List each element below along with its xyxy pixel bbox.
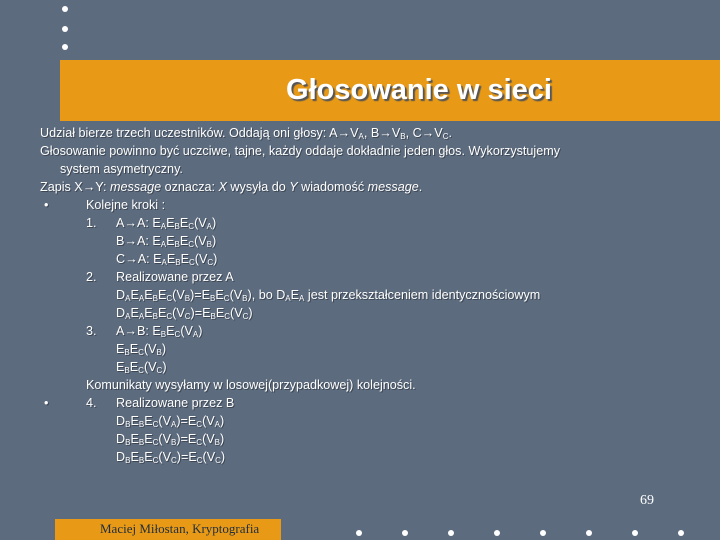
dot	[586, 530, 592, 536]
page-number: 69	[640, 493, 654, 508]
notation-italic: message	[110, 180, 162, 194]
random-order-note: Komunikaty wysyłamy w losowej(przypadkowej) kolejności.	[86, 378, 416, 392]
dot	[62, 44, 68, 50]
identity-note: jest przekształceniem identycznościowym	[304, 288, 541, 302]
footer-author: Maciej Miłostan, Kryptografia	[100, 521, 260, 536]
dot	[540, 530, 546, 536]
step-2-detail-2	[40, 304, 690, 322]
intro-line-2	[40, 142, 690, 160]
notation-italic: Y	[289, 180, 298, 194]
notation-italic: X	[218, 180, 227, 194]
dot	[402, 530, 408, 536]
dot	[62, 26, 68, 32]
step-4-formula-2: $D_BE_BE_C(V_B)=E_C(V_B)$	[116, 432, 225, 447]
step-1-message-c: C→A: $E_AE_BE_C(V_C)$	[116, 252, 218, 267]
step-number: 2.	[86, 270, 97, 284]
step-4-label: Realizowane przez B	[116, 396, 235, 410]
step-1-message-a: A→A: $E_AE_BE_C(V_A)$	[116, 216, 217, 231]
bullet-icon: •	[44, 198, 49, 212]
footer-bar	[55, 519, 281, 540]
random-order-line	[40, 376, 690, 394]
step-number: 4.	[86, 396, 97, 410]
notation-text: wysyła do	[226, 180, 290, 194]
step-number: 3.	[86, 324, 97, 338]
dot	[632, 530, 638, 536]
step-3-line	[40, 322, 690, 340]
dot	[494, 530, 500, 536]
intro-text-1: Udział bierze trzech uczestników. Oddają oni głosy: A→V	[40, 126, 359, 140]
step-1-line-c	[40, 250, 690, 268]
steps-heading-line	[40, 196, 690, 214]
dot	[678, 530, 684, 536]
step-3-message-b: $E_BE_C(V_B)$	[116, 342, 167, 357]
step-1-message-b: B→A: $E_AE_BE_C(V_B)$	[116, 234, 217, 249]
step-1-line-b	[40, 232, 690, 250]
intro-line-2b	[60, 160, 710, 178]
step-number: 1.	[86, 216, 97, 230]
step-2-formula-2: $D_AE_AE_BE_C(V_C)=E_BE_C(V_C)$	[116, 306, 253, 321]
step-4-detail-1	[40, 412, 690, 430]
step-3-line-c	[40, 358, 690, 376]
step-3-message-a: A→B: $E_BE_C(V_A)$	[116, 324, 203, 339]
notation-text: .	[418, 180, 423, 194]
notation-italic: message	[367, 180, 419, 194]
step-4-formula-3: $D_BE_BE_C(V_C)=E_C(V_C)$	[116, 450, 226, 465]
step-4-formula-1: $D_BE_BE_C(V_A)=E_C(V_A)$	[116, 414, 225, 429]
step-2-detail-1	[40, 286, 690, 304]
slide-body	[40, 124, 690, 466]
dot	[62, 6, 68, 12]
steps-heading: Kolejne kroki :	[86, 198, 166, 212]
intro-text-2: Głosowanie powinno być uczciwe, tajne, każdy oddaje dokładnie jeden głos. Wykorzystujemy	[40, 144, 561, 158]
dot	[356, 530, 362, 536]
intro-line-1: Udział bierze trzech uczestników. Oddają oni głosy: $A\to V_A$, $B\to V_B$, $C\to V_C$.	[40, 126, 452, 141]
step-3-message-c: $E_BE_C(V_C)$	[116, 360, 167, 375]
step-2-line	[40, 268, 690, 286]
step-1-line	[40, 214, 690, 232]
step-4-detail-3	[40, 448, 690, 466]
notation-text: wiadomość	[297, 180, 368, 194]
notation-line	[40, 178, 690, 196]
step-3-line-b	[40, 340, 690, 358]
notation-text: Zapis X→Y:	[40, 180, 110, 194]
notation-text: oznacza:	[161, 180, 219, 194]
dot	[448, 530, 454, 536]
step-2-label: Realizowane przez A	[116, 270, 234, 284]
slide-title: Głosowanie w sieci	[286, 74, 552, 106]
intro-text-2b: system asymetryczny.	[60, 162, 183, 176]
step-2-formula-1: $D_AE_AE_BE_C(V_B)=E_BE_C(V_B)$, bo $D_AE_A$ jest przekształceniem identycznościowym	[116, 288, 541, 303]
step-4-detail-2	[40, 430, 690, 448]
title-bar	[60, 60, 720, 121]
bullet-icon: •	[44, 396, 49, 410]
step-4-line	[40, 394, 690, 412]
